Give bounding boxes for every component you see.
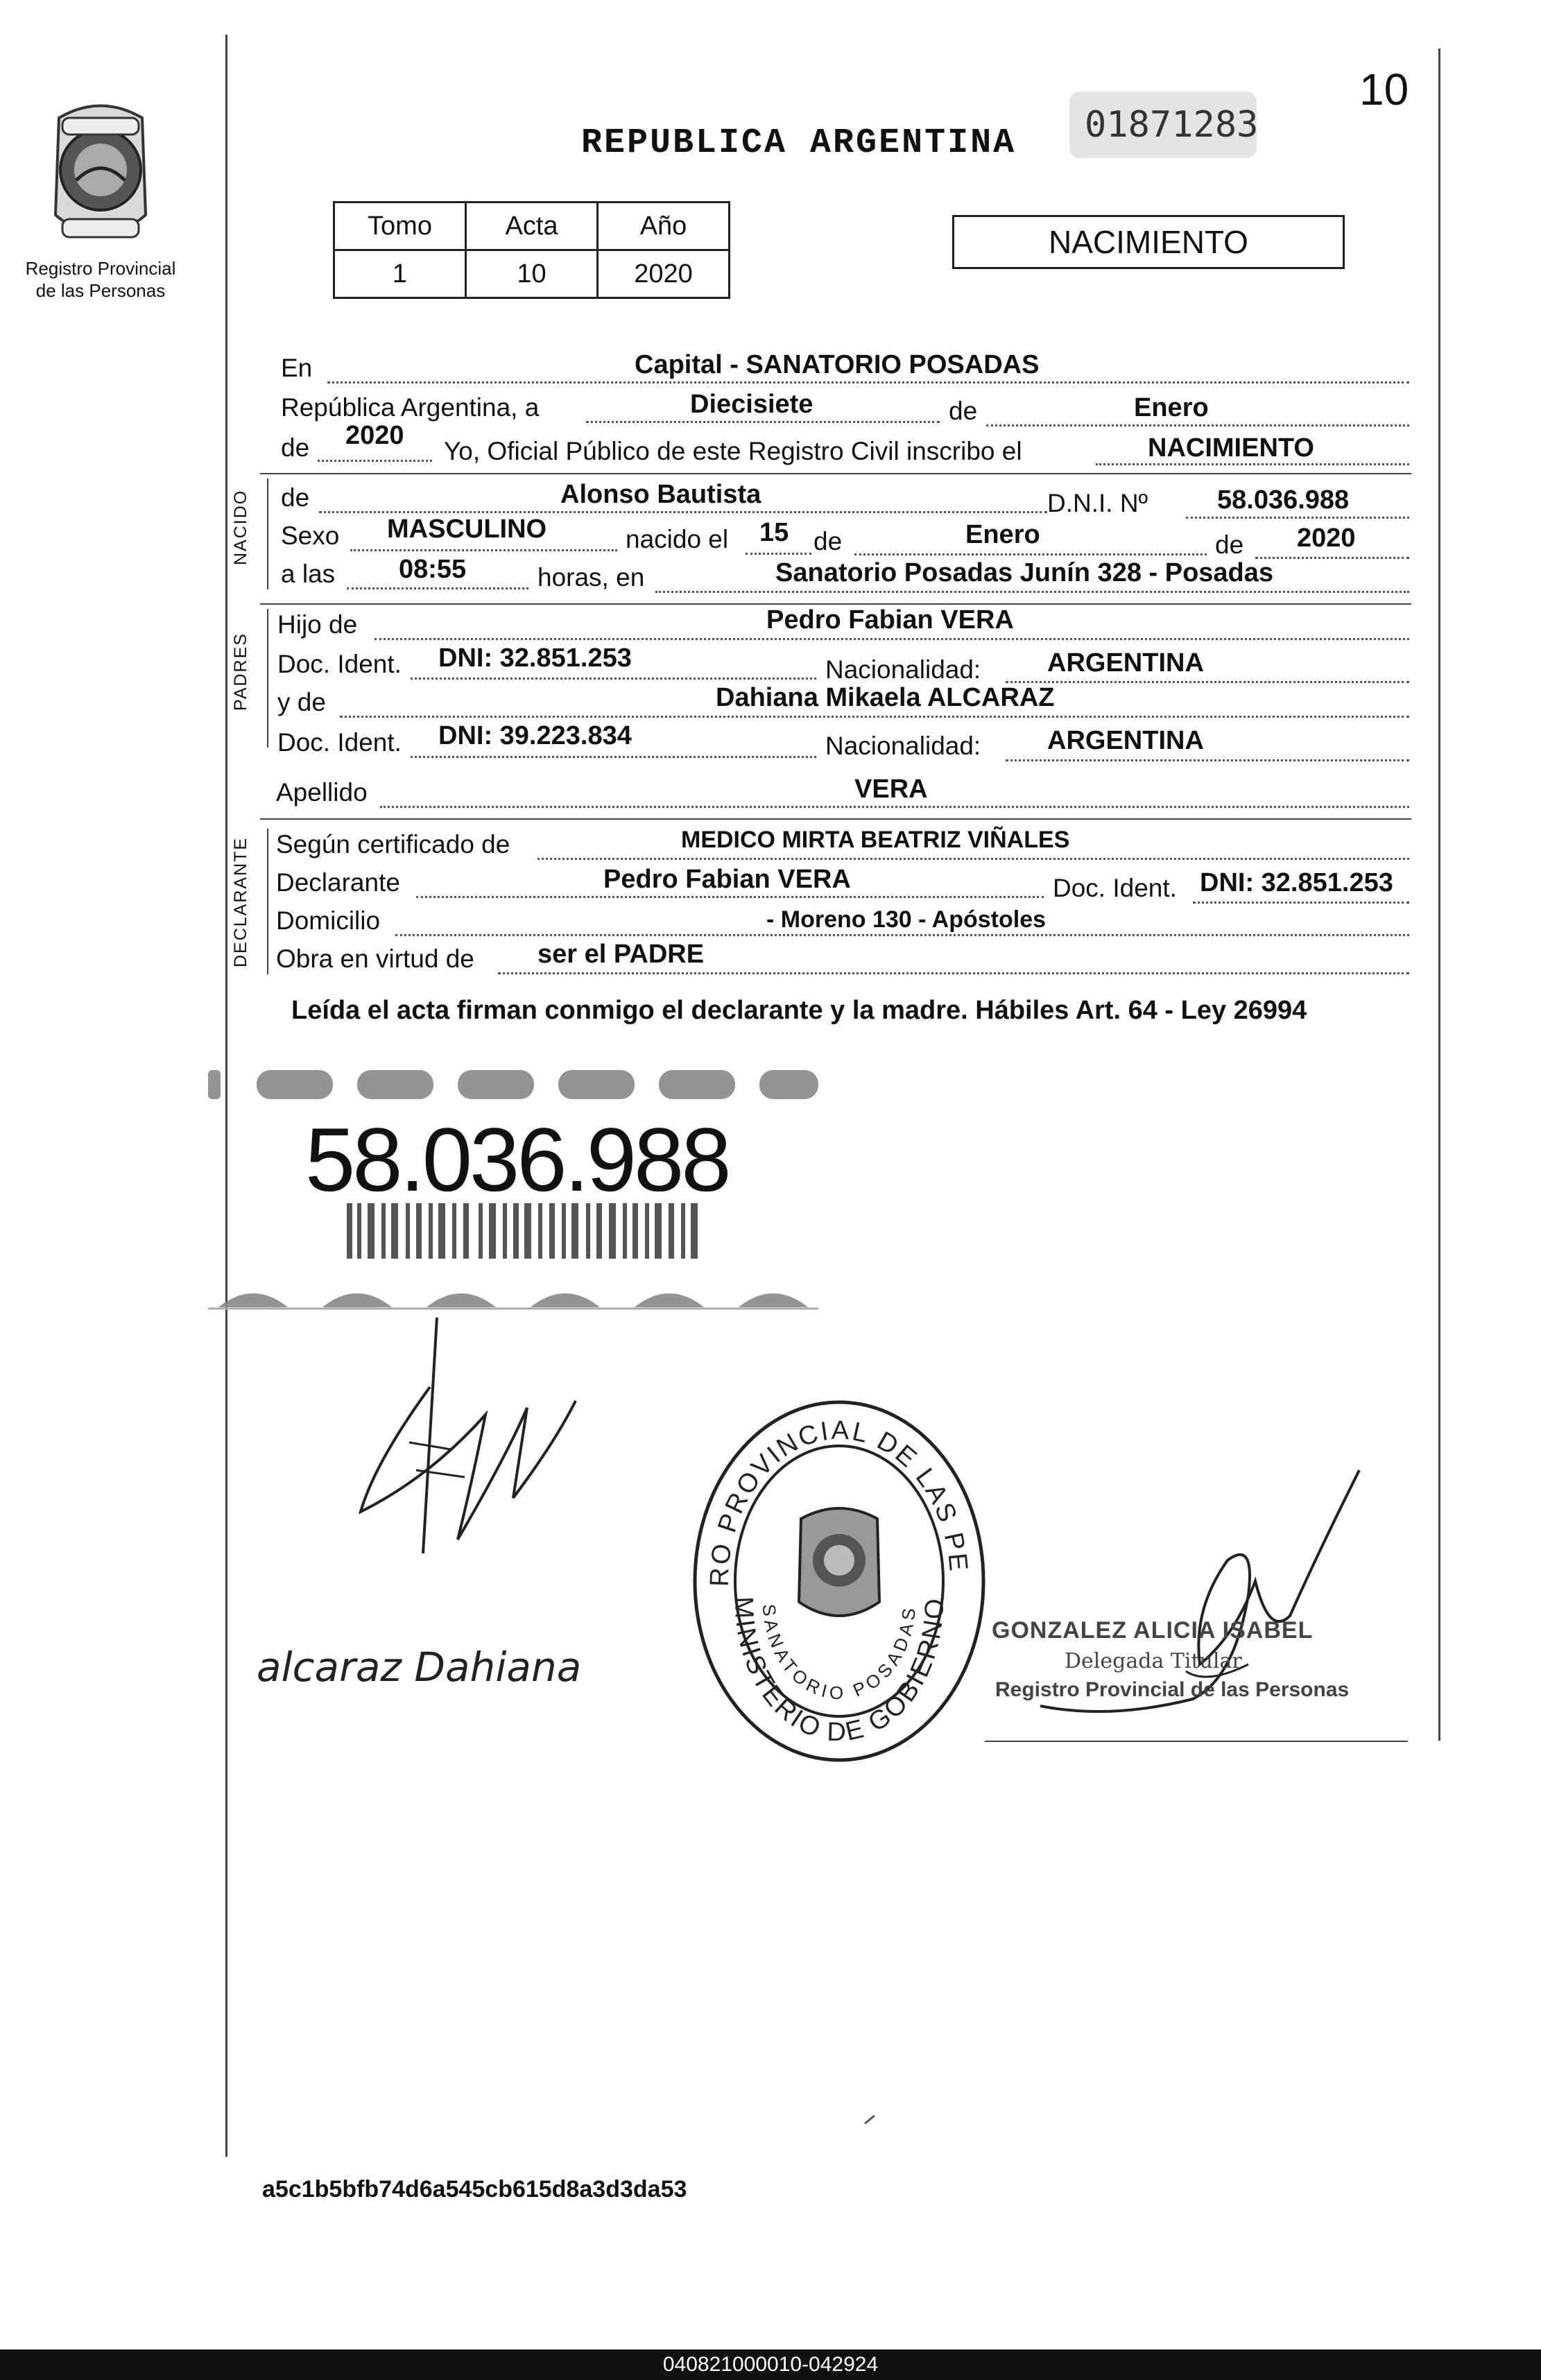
country-title: REPUBLICA ARGENTINA bbox=[581, 123, 1017, 163]
act-type-label: NACIMIENTO bbox=[1049, 224, 1248, 260]
sexo-value: MASCULINO bbox=[387, 515, 547, 544]
value-cell-tomo: 1 bbox=[334, 250, 466, 298]
padres-section-label: PADRES bbox=[231, 632, 250, 711]
place-value: Capital - SANATORIO POSADAS bbox=[635, 350, 1040, 379]
officer-name: GONZALEZ ALICIA ISABEL bbox=[992, 1617, 1314, 1644]
domicilio-value: - Moreno 130 - Apóstoles bbox=[766, 906, 1047, 933]
day-dots bbox=[586, 421, 940, 423]
seal-emblem-icon bbox=[799, 1508, 879, 1616]
birth-day: 15 bbox=[759, 518, 789, 547]
de-label-2: de bbox=[813, 527, 843, 555]
act-dots bbox=[1096, 463, 1409, 465]
father-nationality-label: Nacionalidad: bbox=[825, 655, 981, 684]
a-las-label: a las bbox=[281, 560, 336, 588]
officer-role: Delegada Titular bbox=[1065, 1649, 1242, 1673]
registry-name-line1: Registro Provincial bbox=[25, 258, 176, 279]
register-table bbox=[333, 201, 730, 299]
oficial-text: Yo, Oficial Público de este Registro Civil inscribo el bbox=[444, 437, 1022, 465]
seal-outer-top-text: RO PROVINCIAL DE LAS PE bbox=[705, 1415, 974, 1587]
signature-baseline bbox=[985, 1741, 1408, 1742]
nacido-el-label: nacido el bbox=[626, 525, 729, 553]
certificado-value: MEDICO MIRTA BEATRIZ VIÑALES bbox=[681, 827, 1070, 853]
birth-place: Sanatorio Posadas Junín 328 - Posadas bbox=[775, 558, 1274, 587]
father-nationality-dots bbox=[1006, 681, 1409, 683]
mother-name: Dahiana Mikaela ALCARAZ bbox=[716, 683, 1055, 712]
de-label-3: de bbox=[1215, 531, 1244, 559]
domicilio-dots bbox=[395, 934, 1409, 936]
stray-mark bbox=[864, 2115, 875, 2125]
right-margin-line bbox=[1438, 49, 1440, 1741]
y-de-label: y de bbox=[277, 688, 326, 716]
declarante-signature bbox=[347, 1304, 596, 1595]
declarante-doc-label: Doc. Ident. bbox=[1053, 874, 1177, 902]
month-value: Enero bbox=[1134, 393, 1209, 422]
misiones-emblem-icon bbox=[35, 90, 166, 257]
apellido-dots bbox=[380, 806, 1409, 808]
declarante-doc-dots bbox=[1193, 902, 1409, 904]
name-dots bbox=[319, 511, 1047, 513]
nacido-section-label: NACIDO bbox=[231, 489, 250, 565]
footer-bar bbox=[0, 2349, 1541, 2380]
act-type-box bbox=[952, 215, 1345, 269]
mother-nationality-label: Nacionalidad: bbox=[825, 732, 981, 760]
apellido-label: Apellido bbox=[276, 778, 368, 807]
act-value: NACIMIENTO bbox=[1148, 433, 1314, 463]
mother-doc-dots bbox=[411, 756, 816, 758]
declarante-dots bbox=[416, 896, 1044, 898]
domicilio-label: Domicilio bbox=[276, 906, 381, 935]
nacido-de-label: de bbox=[281, 483, 310, 512]
nacido-section-top bbox=[260, 473, 1411, 474]
dni-dots bbox=[1186, 517, 1409, 519]
birth-year-dots bbox=[1255, 557, 1409, 559]
birth-time: 08:55 bbox=[399, 555, 467, 584]
declarante-section-top bbox=[260, 818, 1411, 820]
father-nationality: ARGENTINA bbox=[1047, 648, 1204, 678]
obra-value: ser el PADRE bbox=[537, 940, 705, 969]
hijo-de-label: Hijo de bbox=[277, 610, 358, 639]
day-value: Diecisiete bbox=[690, 390, 813, 419]
header-cell-ano: Año bbox=[598, 202, 730, 250]
father-doc-label: Doc. Ident. bbox=[277, 650, 402, 678]
apellido-value: VERA bbox=[854, 775, 928, 804]
serial-stamp bbox=[1069, 92, 1257, 158]
father-doc-dots bbox=[411, 678, 816, 680]
birth-day-dots bbox=[746, 553, 811, 555]
en-dots bbox=[327, 381, 1409, 383]
obra-label: Obra en virtud de bbox=[276, 945, 474, 973]
birth-month-dots bbox=[854, 553, 1207, 555]
seal-outer-bottom-text: MINISTERIO DE GOBIERNO bbox=[728, 1596, 950, 1748]
dni-sticker-number: 58.036.988 bbox=[305, 1109, 729, 1210]
nacido-bracket bbox=[267, 478, 268, 589]
declarante-label: Declarante bbox=[276, 868, 400, 897]
padres-bracket bbox=[267, 609, 268, 748]
father-name: Pedro Fabian VERA bbox=[766, 605, 1014, 635]
birth-year: 2020 bbox=[1297, 524, 1356, 553]
seal-graphic bbox=[687, 1394, 992, 1768]
de-label-1: de bbox=[949, 397, 978, 425]
declarante-section-label: DECLARANTE bbox=[231, 836, 250, 967]
dni-label: D.N.I. Nº bbox=[1047, 489, 1148, 517]
father-doc: DNI: 32.851.253 bbox=[438, 644, 632, 673]
page-number: 10 bbox=[1359, 64, 1409, 114]
sexo-label: Sexo bbox=[281, 521, 340, 550]
document-hash: a5c1b5bfb74d6a545cb615d8a3d3da53 bbox=[262, 2176, 687, 2202]
value-cell-acta: 10 bbox=[466, 250, 598, 298]
register-table-values bbox=[334, 250, 730, 298]
register-table-header bbox=[334, 202, 730, 250]
officer-registry: Registro Provincial de las Personas bbox=[995, 1678, 1350, 1701]
obra-dots bbox=[498, 972, 1409, 974]
child-name: Alonso Bautista bbox=[560, 480, 761, 509]
birth-place-dots bbox=[655, 591, 1409, 593]
declarante-doc: DNI: 32.851.253 bbox=[1200, 868, 1393, 897]
year-value: 2020 bbox=[345, 421, 404, 450]
declarante-bracket bbox=[267, 829, 268, 974]
sexo-dots bbox=[350, 549, 617, 551]
mother-nationality-dots bbox=[1006, 759, 1409, 761]
time-dots bbox=[347, 587, 528, 589]
mother-name-dots bbox=[340, 716, 1409, 718]
de-year-label: de bbox=[281, 433, 310, 462]
birth-month: Enero bbox=[965, 520, 1040, 549]
father-name-dots bbox=[375, 638, 1409, 640]
certificado-dots bbox=[537, 858, 1409, 860]
mother-doc-label: Doc. Ident. bbox=[277, 728, 402, 757]
closing-note: Leída el acta firman conmigo el declarante y la madre. Hábiles Art. 64 - Ley 26994 bbox=[291, 996, 1307, 1025]
handwritten-mother-name: alcaraz Dahiana bbox=[257, 1644, 582, 1691]
footer-code: 040821000010-042924 bbox=[662, 2353, 879, 2376]
registry-logo bbox=[35, 90, 166, 257]
padres-section-top bbox=[260, 603, 1411, 605]
year-dots bbox=[318, 460, 432, 462]
en-label: En bbox=[281, 354, 313, 382]
registry-name-line2: de las Personas bbox=[35, 280, 166, 301]
mother-doc: DNI: 39.223.834 bbox=[438, 721, 632, 750]
certificado-label: Según certificado de bbox=[276, 830, 510, 859]
official-seal bbox=[687, 1394, 992, 1768]
declarante-value: Pedro Fabian VERA bbox=[603, 865, 851, 894]
header-cell-acta: Acta bbox=[466, 202, 598, 250]
mother-nationality: ARGENTINA bbox=[1047, 726, 1204, 755]
header-cell-tomo: Tomo bbox=[334, 202, 466, 250]
child-dni: 58.036.988 bbox=[1217, 485, 1350, 515]
serial-number: 01871283 bbox=[1085, 104, 1259, 146]
republica-label: República Argentina, a bbox=[281, 393, 540, 422]
month-dots bbox=[986, 424, 1409, 426]
dni-sticker bbox=[208, 1058, 818, 1314]
seal-inner-text: SANATORIO POSADAS bbox=[758, 1603, 920, 1704]
horas-en-label: horas, en bbox=[537, 563, 645, 592]
value-cell-ano: 2020 bbox=[598, 250, 730, 298]
